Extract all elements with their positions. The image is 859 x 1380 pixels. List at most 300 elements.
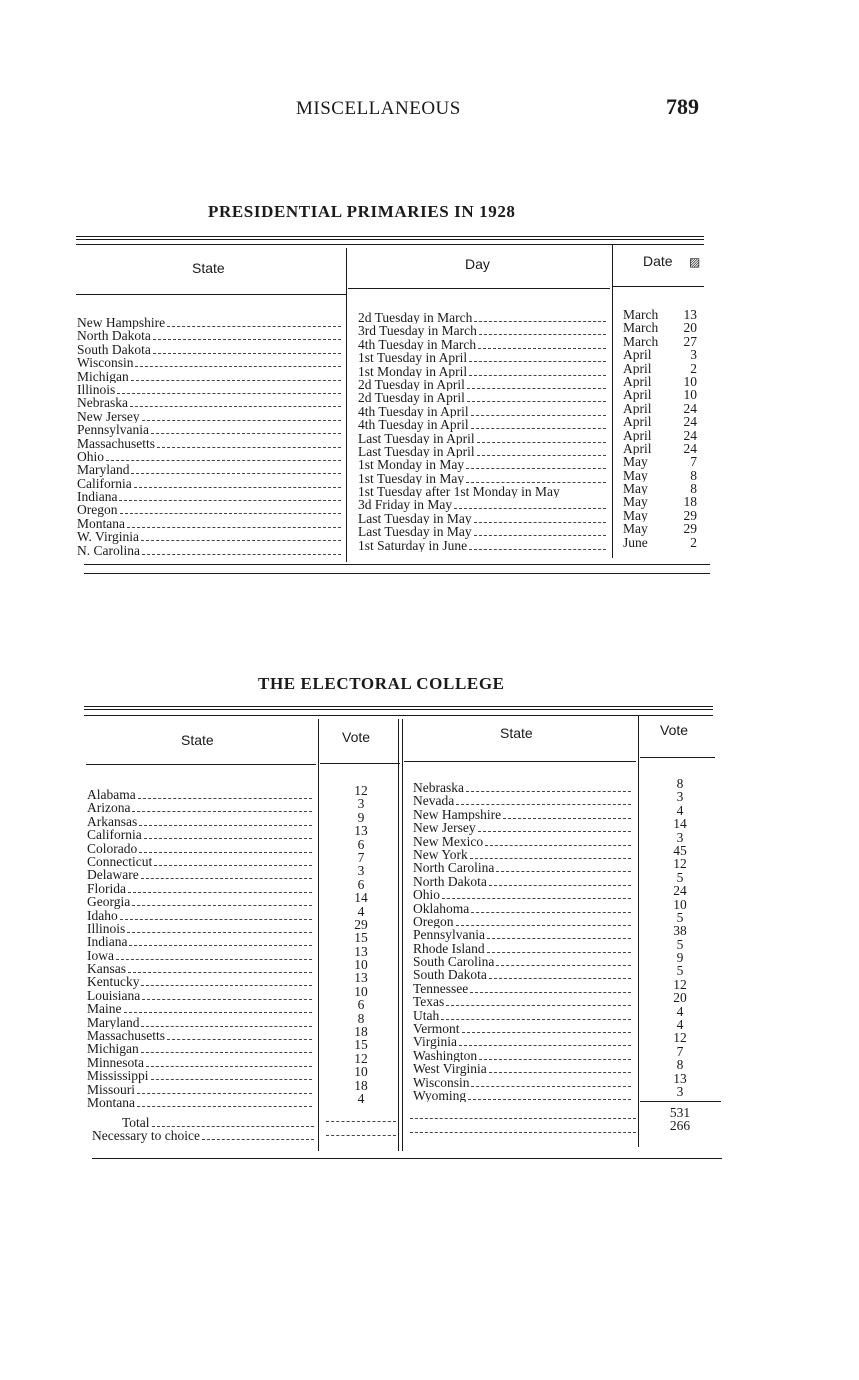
electoral-state-text: North Carolina — [413, 861, 495, 875]
primary-date-day: 18 — [683, 495, 697, 509]
electoral-state-text: Vermont — [413, 1022, 460, 1036]
primary-state — [77, 450, 345, 463]
electoral-vote: 4 — [676, 1018, 684, 1032]
electoral-vote: 4 — [357, 1091, 365, 1106]
electoral-vote: 10 — [673, 897, 687, 911]
primary-date-month: March — [623, 321, 659, 335]
electoral-state-text: Kansas — [87, 962, 126, 976]
electoral-state-text: Texas — [413, 995, 445, 1009]
electoral-state-text: New Hampshire — [413, 807, 502, 822]
electoral-state-text: Maryland — [87, 1015, 140, 1030]
electoral-state-text: Indiana — [87, 935, 128, 949]
primary-day-text: 4th Tuesday in April — [358, 418, 469, 432]
electoral-state-text: California — [87, 828, 142, 842]
electoral-vote: 5 — [676, 910, 684, 925]
electoral-state-text: Utah — [413, 1008, 440, 1023]
electoral-vote: 9 — [676, 951, 684, 965]
electoral-header-rule-4 — [640, 757, 715, 758]
electoral-state — [87, 962, 316, 975]
electoral-state-text: Nevada — [413, 794, 455, 808]
electoral-state — [413, 861, 635, 874]
electoral-vote: 10 — [354, 1065, 368, 1079]
electoral-state-text: Minnesota — [87, 1055, 144, 1070]
primary-day-text: 1st Tuesday in April — [358, 351, 468, 365]
electoral-vote: 24 — [673, 884, 687, 898]
electoral-vote: 4 — [676, 1004, 684, 1019]
electoral-state-text: Delaware — [87, 868, 139, 882]
primaries-header-day: Day — [465, 256, 490, 272]
primary-date-day: 29 — [683, 508, 697, 523]
electoral-state-text: Iowa — [87, 948, 114, 963]
primary-date — [623, 482, 697, 495]
primary-day — [358, 458, 610, 471]
primary-state-text: California — [77, 476, 132, 491]
primary-date — [623, 455, 697, 468]
electoral-state-text: Maine — [87, 1002, 122, 1016]
electoral-vote: 15 — [354, 1038, 368, 1052]
electoral-state — [87, 828, 316, 841]
electoral-state — [87, 895, 316, 908]
primary-state — [77, 370, 345, 383]
primary-date-month: May — [623, 508, 648, 523]
primary-state-text: N. Carolina — [77, 543, 140, 558]
primary-state — [77, 423, 345, 436]
primary-date — [623, 509, 697, 522]
electoral-state — [87, 1029, 316, 1042]
primary-state-text: Illinois — [77, 382, 116, 397]
primary-date — [623, 362, 697, 375]
electoral-vote: 13 — [354, 971, 368, 985]
electoral-state-text: New Jersey — [413, 821, 476, 835]
electoral-totals-labels — [92, 1116, 318, 1143]
primary-day — [358, 485, 610, 498]
electoral-state — [413, 982, 635, 995]
electoral-state — [87, 909, 316, 922]
total-row — [92, 1116, 318, 1129]
electoral-vote: 8 — [357, 1011, 365, 1026]
primary-date — [623, 402, 697, 415]
primary-day — [358, 539, 610, 552]
primary-day — [358, 525, 610, 538]
primary-date-month: March — [623, 334, 659, 349]
electoral-vote: 10 — [354, 984, 368, 999]
primary-state-text: W. Virginia — [77, 530, 139, 544]
primaries-day-column — [358, 311, 610, 552]
electoral-state-text: Wisconsin — [413, 1075, 470, 1089]
electoral-state — [413, 1022, 635, 1035]
primary-date — [623, 308, 697, 321]
primary-date — [623, 522, 697, 535]
electoral-top-rule-3 — [84, 715, 713, 716]
primary-date-month: June — [623, 535, 648, 550]
electoral-state — [87, 801, 316, 814]
electoral-vote: 18 — [354, 1078, 368, 1092]
primary-day-text: 1st Tuesday in May — [358, 471, 465, 486]
primary-day-text: 4th Tuesday in March — [358, 337, 477, 352]
electoral-state — [413, 821, 635, 834]
electoral-state-text: New York — [413, 847, 468, 862]
printer-mark-icon: ▨ — [689, 255, 701, 269]
electoral-state — [413, 955, 635, 968]
electoral-state — [413, 942, 635, 955]
electoral-header-vote-right: Vote — [660, 722, 689, 738]
electoral-vote: 15 — [354, 931, 368, 945]
electoral-header-vote-left: Vote — [342, 729, 371, 745]
primary-date — [623, 429, 697, 442]
electoral-state — [87, 1042, 316, 1055]
electoral-vote: 9 — [357, 810, 365, 825]
primary-date — [623, 469, 697, 482]
electoral-state — [87, 935, 316, 948]
electoral-state-text: South Dakota — [413, 968, 487, 982]
primary-state — [77, 343, 345, 356]
electoral-state-text: Arkansas — [87, 814, 138, 829]
primary-date-month: April — [623, 415, 652, 429]
electoral-state — [87, 975, 316, 988]
electoral-vote: 13 — [354, 824, 368, 838]
primary-state-text: Pennsylvania — [77, 423, 149, 437]
electoral-state — [87, 1083, 316, 1096]
primary-date-month: March — [623, 308, 659, 322]
electoral-state-text: Louisiana — [87, 988, 141, 1003]
electoral-state-text: Kentucky — [87, 975, 140, 989]
primary-state-text: Wisconsin — [77, 356, 134, 370]
electoral-state — [413, 1009, 635, 1022]
electoral-state — [413, 1035, 635, 1048]
primary-date-day: 24 — [683, 401, 697, 416]
electoral-divider-2a — [398, 719, 399, 1151]
electoral-state — [413, 835, 635, 848]
electoral-vote: 5 — [676, 870, 684, 885]
electoral-state — [413, 888, 635, 901]
electoral-vote: 14 — [354, 891, 368, 905]
primary-date-day: 8 — [690, 482, 697, 496]
electoral-state — [413, 915, 635, 928]
primary-day — [358, 498, 610, 511]
necessary-leader-right — [410, 1131, 636, 1133]
primary-day — [358, 311, 610, 324]
primary-date-month: May — [623, 482, 648, 496]
primaries-date-column — [623, 308, 697, 549]
primaries-header-date: Date — [643, 253, 673, 269]
electoral-state-text: Washington — [413, 1048, 478, 1063]
primary-date-day: 27 — [683, 334, 697, 349]
necessary-leader-left — [326, 1134, 396, 1136]
primary-day-text: Last Tuesday in April — [358, 444, 475, 459]
electoral-vote: 12 — [673, 857, 687, 871]
electoral-vote: 6 — [357, 837, 365, 851]
primary-day-text: 3d Friday in May — [358, 498, 453, 512]
electoral-state-text: Ohio — [413, 888, 440, 902]
primary-date — [623, 495, 697, 508]
electoral-state — [413, 995, 635, 1008]
primary-state — [77, 356, 345, 369]
electoral-vote: 8 — [676, 777, 684, 791]
primary-date-month: April — [623, 374, 652, 389]
electoral-vote: 7 — [357, 850, 365, 865]
electoral-vote: 6 — [357, 877, 365, 892]
primary-day-text: Last Tuesday in April — [358, 431, 475, 445]
primary-date-day: 29 — [683, 522, 697, 536]
primary-date — [623, 348, 697, 361]
electoral-vote: 5 — [676, 964, 684, 978]
electoral-state-text: Rhode Island — [413, 941, 485, 956]
electoral-state-text: Massachusetts — [87, 1029, 165, 1043]
electoral-state — [87, 855, 316, 868]
primary-day — [358, 391, 610, 404]
electoral-vote: 8 — [676, 1058, 684, 1072]
electoral-state-text: Colorado — [87, 841, 138, 855]
electoral-vote: 3 — [357, 797, 365, 811]
electoral-state — [87, 788, 316, 801]
primary-day-text: 1st Monday in April — [358, 364, 468, 378]
electoral-header-state-right: State — [500, 725, 533, 741]
electoral-state-text: South Carolina — [413, 955, 495, 969]
primary-date-day: 10 — [683, 388, 697, 402]
primary-day — [358, 324, 610, 337]
primary-state — [77, 490, 345, 503]
primary-date — [623, 335, 697, 348]
electoral-state — [413, 902, 635, 915]
primary-state-text: Massachusetts — [77, 436, 155, 450]
primary-state-text: Indiana — [77, 490, 118, 504]
primaries-divider-1 — [346, 248, 347, 562]
primary-day-text: 2d Tuesday in March — [358, 311, 473, 325]
primary-state — [77, 544, 345, 557]
primary-date — [623, 388, 697, 401]
electoral-state-text: Wyoming — [413, 1088, 467, 1103]
total-leader-right — [410, 1117, 636, 1119]
primary-date-day: 3 — [690, 348, 697, 362]
electoral-total-rule — [640, 1101, 721, 1102]
electoral-state-text: Virginia — [413, 1035, 457, 1049]
electoral-state — [413, 968, 635, 981]
primary-date-day: 7 — [690, 455, 697, 469]
electoral-state — [87, 842, 316, 855]
electoral-vote: 12 — [354, 1051, 368, 1066]
electoral-state-text: Tennessee — [413, 981, 469, 996]
primary-state — [77, 530, 345, 543]
primary-state-text: New Hampshire — [77, 316, 166, 330]
electoral-bottom-rule — [92, 1158, 722, 1159]
electoral-state — [413, 1049, 635, 1062]
electoral-vote: 38 — [673, 924, 687, 938]
primary-state-text: Oregon — [77, 503, 118, 517]
primary-state — [77, 396, 345, 409]
electoral-state — [413, 875, 635, 888]
electoral-vote: 12 — [673, 1031, 687, 1045]
primary-day-text: 1st Saturday in June — [358, 538, 468, 553]
primary-date-day: 13 — [683, 308, 697, 322]
page-number: 789 — [666, 94, 699, 119]
primary-date-month: April — [623, 388, 652, 402]
primary-day — [358, 378, 610, 391]
primaries-bottom-rule-2 — [84, 573, 710, 574]
primary-date-day: 20 — [683, 321, 697, 335]
primary-date-day: 2 — [690, 361, 697, 375]
primaries-header-rule-day — [348, 288, 610, 289]
necessary-value: 266 — [669, 1119, 691, 1133]
primaries-title: PRESIDENTIAL PRIMARIES IN 1928 — [208, 202, 516, 221]
electoral-header-state-left: State — [181, 732, 214, 748]
electoral-state-text: Alabama — [87, 788, 136, 802]
primary-date-month: May — [623, 495, 648, 509]
primary-state-text: Nebraska — [77, 396, 128, 410]
electoral-vote: 20 — [673, 991, 687, 1005]
electoral-vote: 6 — [357, 998, 365, 1012]
electoral-vote: 7 — [676, 1044, 684, 1059]
electoral-divider-2b — [402, 719, 403, 1151]
primary-day-text: 3rd Tuesday in March — [358, 324, 477, 338]
electoral-divider-3 — [638, 715, 639, 1147]
primary-date-day: 24 — [683, 428, 697, 442]
electoral-right-votes — [660, 777, 700, 1098]
primary-state-text: Ohio — [77, 449, 104, 464]
electoral-state-text: Mississippi — [87, 1069, 149, 1083]
primary-day-text: 4th Tuesday in April — [358, 404, 469, 419]
electoral-vote: 3 — [676, 790, 684, 804]
primary-date-day: 10 — [683, 374, 697, 389]
electoral-state-text: Pennsylvania — [413, 928, 485, 942]
electoral-state-text: Georgia — [87, 895, 131, 909]
electoral-state — [87, 949, 316, 962]
electoral-state — [413, 794, 635, 807]
primary-date — [623, 442, 697, 455]
primary-day — [358, 418, 610, 431]
primary-date — [623, 536, 697, 549]
primaries-header-rule-state — [76, 294, 346, 295]
electoral-left-states — [87, 788, 316, 1109]
electoral-state — [87, 989, 316, 1002]
electoral-header-rule-2 — [320, 763, 400, 764]
primary-day-text: Last Tuesday in May — [358, 511, 472, 526]
electoral-state-text: Idaho — [87, 908, 118, 922]
electoral-state — [87, 1069, 316, 1082]
primary-day — [358, 365, 610, 378]
electoral-vote: 18 — [354, 1025, 368, 1039]
primary-date-day: 24 — [683, 441, 697, 456]
primary-date-month: May — [623, 455, 648, 469]
primary-state — [77, 503, 345, 516]
electoral-state — [413, 781, 635, 794]
electoral-state — [413, 928, 635, 941]
electoral-vote: 45 — [673, 843, 687, 858]
electoral-state-text: New Mexico — [413, 834, 484, 848]
primary-day — [358, 405, 610, 418]
necessary-label: Necessary to choice — [92, 1129, 200, 1143]
electoral-state-text: West Virginia — [413, 1062, 487, 1076]
running-head: MISCELLANEOUS — [296, 98, 461, 119]
primary-state — [77, 383, 345, 396]
electoral-top-rule — [84, 706, 713, 707]
electoral-state-text: Michigan — [87, 1042, 139, 1056]
electoral-header-rule-3 — [404, 761, 636, 762]
primaries-top-rule-2 — [76, 239, 704, 240]
electoral-state-text: Oregon — [413, 914, 454, 929]
electoral-state-text: Nebraska — [413, 781, 464, 795]
electoral-top-rule-2 — [84, 709, 713, 710]
electoral-vote: 14 — [673, 817, 687, 831]
electoral-state-text: Illinois — [87, 921, 126, 936]
primaries-divider-2 — [612, 244, 613, 558]
electoral-vote: 4 — [676, 803, 684, 818]
electoral-state — [87, 1002, 316, 1015]
primary-day — [358, 445, 610, 458]
primaries-header-rule-date — [612, 286, 704, 287]
electoral-vote: 10 — [354, 958, 368, 972]
electoral-vote: 3 — [676, 830, 684, 844]
primary-day-text: Last Tuesday in May — [358, 525, 472, 539]
primaries-top-rule — [76, 236, 704, 237]
primary-day-text: 2d Tuesday in April — [358, 391, 465, 405]
primary-state-text: Montana — [77, 516, 125, 531]
primary-day — [358, 338, 610, 351]
electoral-state — [87, 1096, 316, 1109]
primary-date-month: April — [623, 428, 652, 442]
electoral-totals-values — [660, 1106, 700, 1133]
electoral-right-states — [413, 781, 635, 1102]
electoral-vote: 3 — [676, 1084, 684, 1099]
electoral-vote: 13 — [354, 944, 368, 959]
primary-day-text: 1st Monday in May — [358, 458, 465, 472]
electoral-state — [413, 1089, 635, 1102]
electoral-state — [413, 1062, 635, 1075]
electoral-state-text: North Dakota — [413, 874, 487, 889]
electoral-vote: 4 — [357, 904, 365, 918]
electoral-state-text: Montana — [87, 1095, 135, 1110]
primary-date-month: April — [623, 361, 652, 375]
primary-state — [77, 329, 345, 342]
primary-date-month: May — [623, 522, 648, 536]
primaries-header-state: State — [192, 260, 225, 276]
total-leader-left — [326, 1120, 396, 1122]
primary-state-text: North Dakota — [77, 329, 151, 343]
primaries-bottom-rule — [84, 564, 710, 565]
primaries-top-rule-3 — [76, 244, 704, 245]
primary-date-month: April — [623, 441, 652, 456]
electoral-vote: 29 — [354, 917, 368, 932]
primary-state — [77, 463, 345, 476]
primary-state-text: Maryland — [77, 463, 130, 477]
electoral-state — [87, 1016, 316, 1029]
total-label: Total — [92, 1116, 152, 1129]
primary-state — [77, 477, 345, 490]
total-value: 531 — [669, 1106, 691, 1120]
electoral-state — [413, 848, 635, 861]
electoral-vote: 3 — [357, 864, 365, 878]
electoral-vote: 12 — [673, 977, 687, 992]
electoral-state — [87, 922, 316, 935]
electoral-state — [87, 815, 316, 828]
primaries-state-column — [77, 316, 345, 557]
electoral-state-text: Arizona — [87, 801, 131, 815]
electoral-state-text: Missouri — [87, 1082, 136, 1096]
electoral-vote: 5 — [676, 937, 684, 952]
primary-state-text: Michigan — [77, 369, 129, 383]
primary-day — [358, 512, 610, 525]
electoral-divider-1 — [318, 719, 319, 1151]
primary-state — [77, 410, 345, 423]
primary-date — [623, 321, 697, 334]
electoral-state-text: Oklahoma — [413, 901, 470, 915]
primary-day — [358, 472, 610, 485]
primary-state-text: South Dakota — [77, 342, 151, 357]
primary-state — [77, 316, 345, 329]
primary-day-text: 1st Tuesday after 1st Monday in May — [358, 485, 560, 499]
electoral-state-text: Connecticut — [87, 854, 153, 869]
primary-day — [358, 351, 610, 364]
primary-date — [623, 375, 697, 388]
